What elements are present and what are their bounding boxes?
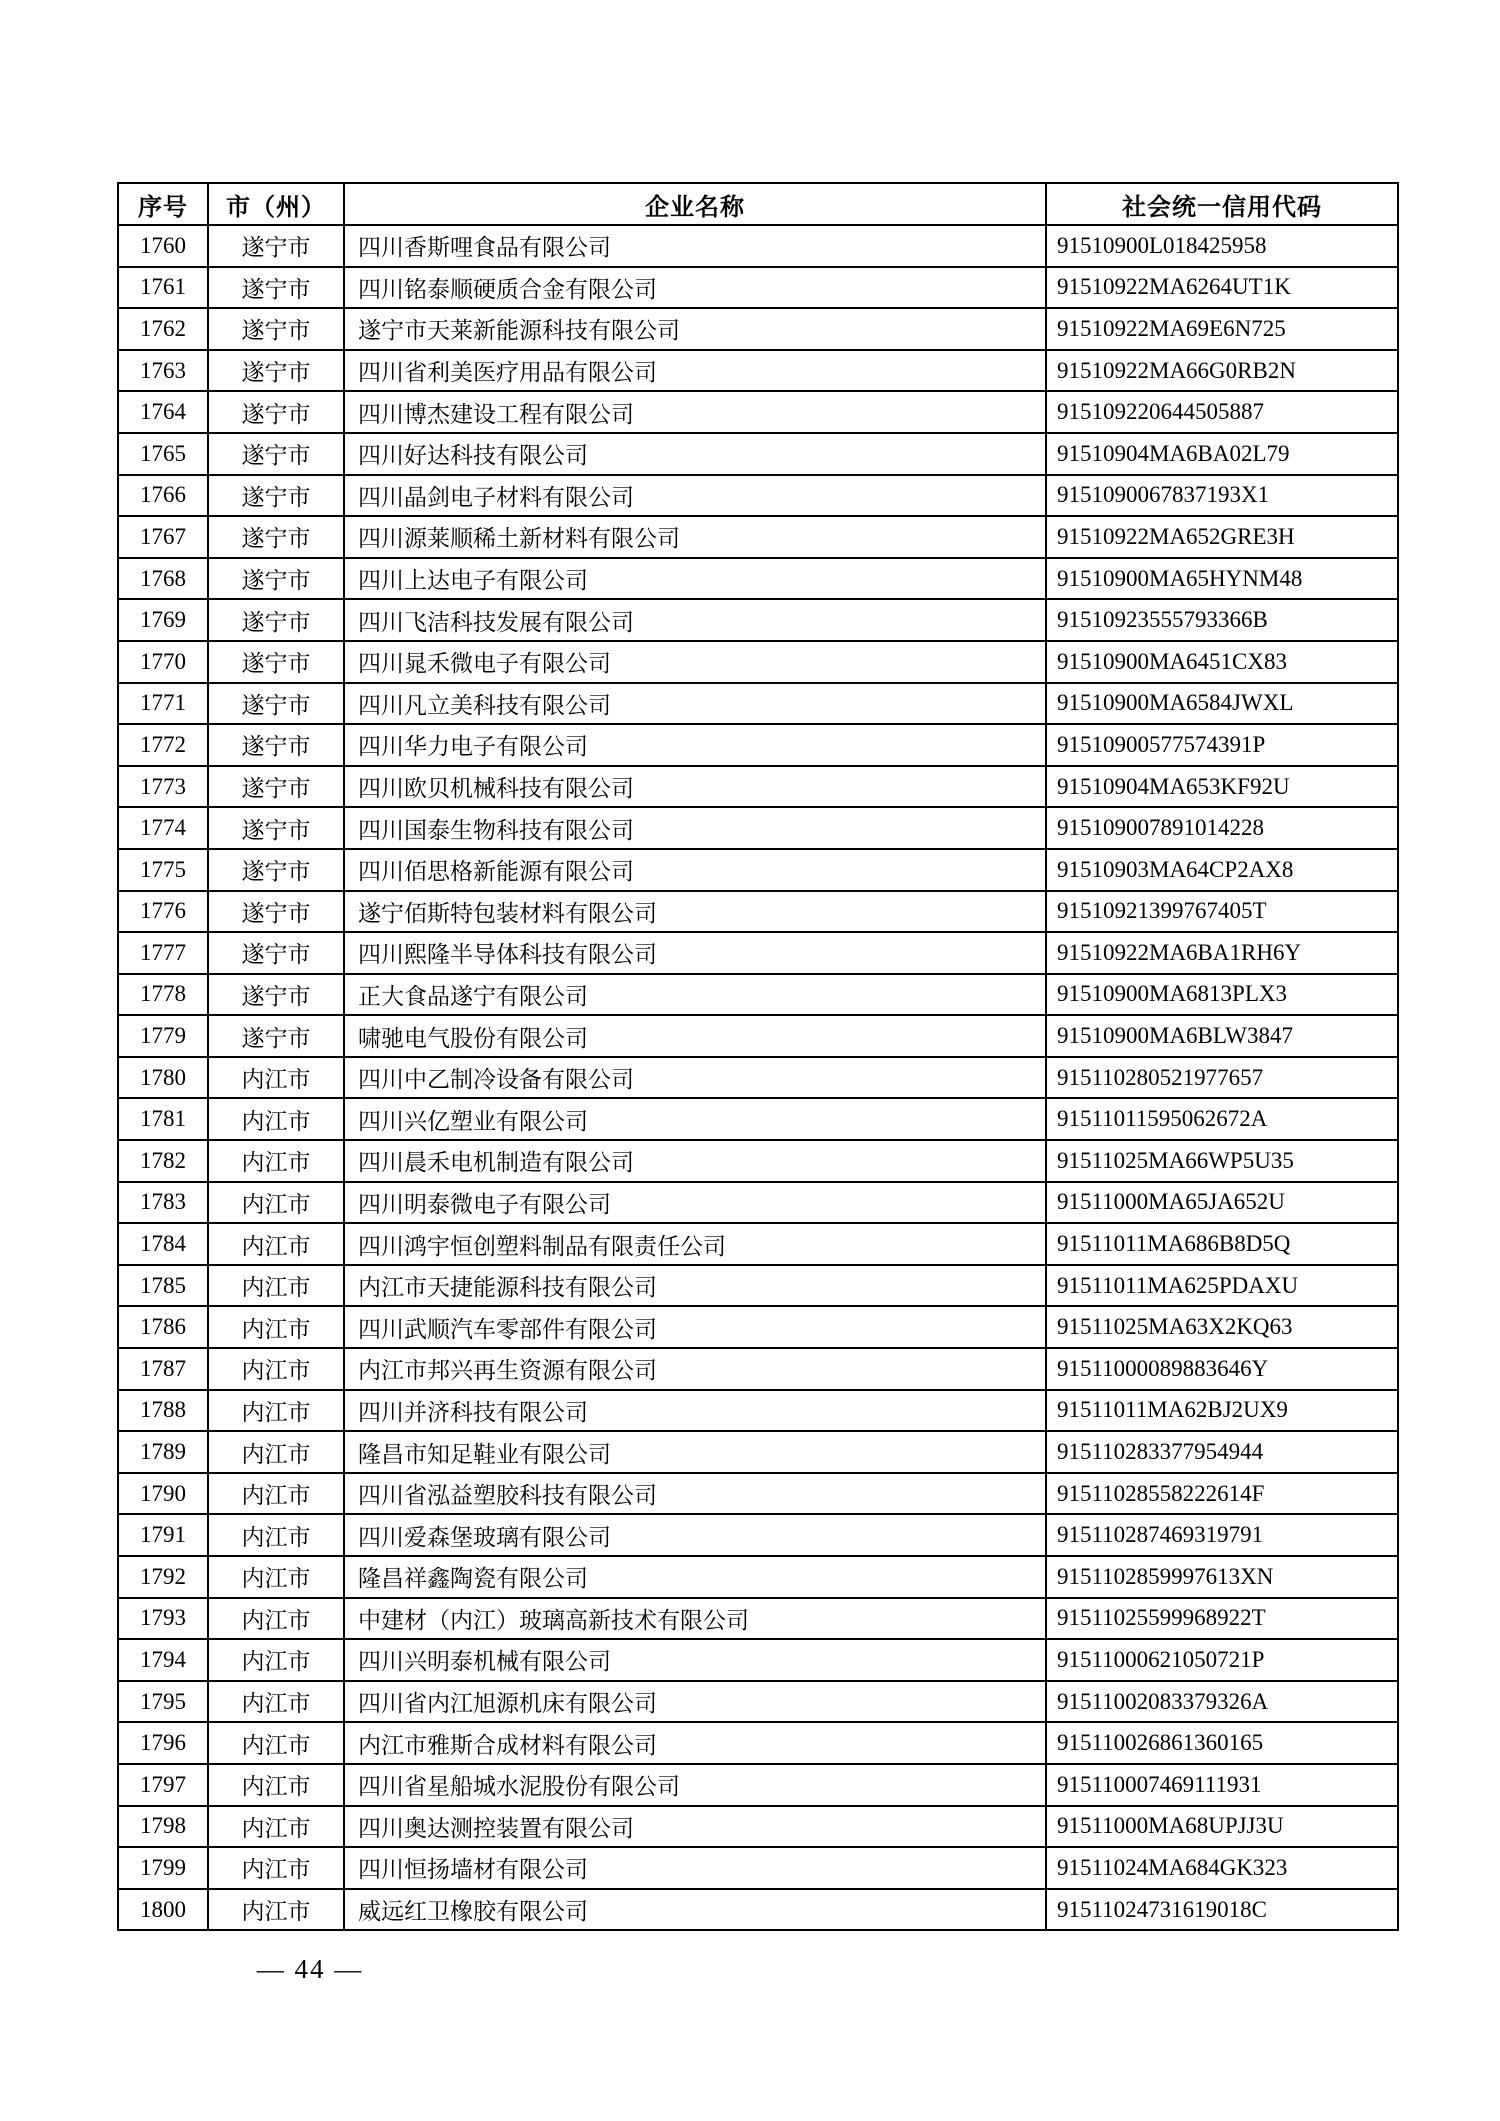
company-cell: 四川武顺汽车零部件有限公司: [344, 1306, 1046, 1348]
serial-cell: 1763: [118, 350, 208, 392]
serial-cell: 1760: [118, 225, 208, 267]
serial-cell: 1761: [118, 267, 208, 309]
table-row: [118, 1847, 1398, 1889]
serial-cell: 1795: [118, 1681, 208, 1723]
table-row: [118, 516, 1398, 558]
table-row: [118, 1015, 1398, 1057]
company-cell: 四川欧贝机械科技有限公司: [344, 766, 1046, 808]
company-cell: 四川中乙制冷设备有限公司: [344, 1057, 1046, 1099]
company-cell: 四川省内江旭源机床有限公司: [344, 1681, 1046, 1723]
credit-code-cell: 915110280521977657: [1046, 1057, 1398, 1099]
serial-cell: 1762: [118, 308, 208, 350]
table-row: [118, 849, 1398, 891]
city-cell: 内江市: [208, 1182, 344, 1224]
credit-code-cell: 91511025599968922T: [1046, 1598, 1398, 1640]
table-row: [118, 350, 1398, 392]
credit-code-cell: 91511000MA68UPJJ3U: [1046, 1806, 1398, 1848]
city-cell: 遂宁市: [208, 891, 344, 933]
column-header-city: 市（州）: [208, 183, 344, 225]
company-cell: 四川熙隆半导体科技有限公司: [344, 932, 1046, 974]
city-cell: 遂宁市: [208, 849, 344, 891]
table-row: [118, 724, 1398, 766]
serial-cell: 1781: [118, 1098, 208, 1140]
table-row: [118, 1098, 1398, 1140]
company-cell: 四川晨禾电机制造有限公司: [344, 1140, 1046, 1182]
city-cell: 内江市: [208, 1598, 344, 1640]
credit-code-cell: 91510923555793366B: [1046, 599, 1398, 641]
table-row: [118, 391, 1398, 433]
company-cell: 四川奥达测控装置有限公司: [344, 1806, 1046, 1848]
credit-code-cell: 91510900MA6BLW3847: [1046, 1015, 1398, 1057]
table-row: [118, 1598, 1398, 1640]
credit-code-cell: 91511011MA625PDAXU: [1046, 1265, 1398, 1307]
company-cell: 四川并济科技有限公司: [344, 1390, 1046, 1432]
city-cell: 内江市: [208, 1556, 344, 1598]
city-cell: 遂宁市: [208, 516, 344, 558]
company-cell: 四川恒扬墙材有限公司: [344, 1847, 1046, 1889]
table-row: [118, 1182, 1398, 1224]
serial-cell: 1782: [118, 1140, 208, 1182]
credit-code-cell: 91510922MA652GRE3H: [1046, 516, 1398, 558]
table-row: [118, 1556, 1398, 1598]
table-row: [118, 766, 1398, 808]
table-row: [118, 1306, 1398, 1348]
city-cell: 遂宁市: [208, 932, 344, 974]
company-cell: 四川博杰建设工程有限公司: [344, 391, 1046, 433]
credit-code-cell: 91511011MA686B8D5Q: [1046, 1223, 1398, 1265]
serial-cell: 1778: [118, 974, 208, 1016]
serial-cell: 1784: [118, 1223, 208, 1265]
serial-cell: 1772: [118, 724, 208, 766]
table-row: [118, 1514, 1398, 1556]
company-cell: 四川省泓益塑胶科技有限公司: [344, 1473, 1046, 1515]
company-cell: 四川凡立美科技有限公司: [344, 683, 1046, 725]
company-cell: 四川晶剑电子材料有限公司: [344, 475, 1046, 517]
city-cell: 遂宁市: [208, 1015, 344, 1057]
company-cell: 四川兴明泰机械有限公司: [344, 1639, 1046, 1681]
city-cell: 内江市: [208, 1265, 344, 1307]
table-row: [118, 1223, 1398, 1265]
company-cell: 四川爱森堡玻璃有限公司: [344, 1514, 1046, 1556]
table-row: [118, 1265, 1398, 1307]
company-cell: 正大食品遂宁有限公司: [344, 974, 1046, 1016]
city-cell: 遂宁市: [208, 308, 344, 350]
serial-cell: 1783: [118, 1182, 208, 1224]
table-row: [118, 974, 1398, 1016]
serial-cell: 1775: [118, 849, 208, 891]
city-cell: 遂宁市: [208, 683, 344, 725]
credit-code-cell: 91510900MA65HYNM48: [1046, 558, 1398, 600]
city-cell: 遂宁市: [208, 267, 344, 309]
table-row: [118, 932, 1398, 974]
serial-cell: 1766: [118, 475, 208, 517]
city-cell: 遂宁市: [208, 391, 344, 433]
serial-cell: 1769: [118, 599, 208, 641]
serial-cell: 1780: [118, 1057, 208, 1099]
company-cell: 四川鸿宇恒创塑料制品有限责任公司: [344, 1223, 1046, 1265]
credit-code-cell: 91510900MA6584JWXL: [1046, 683, 1398, 725]
table-row: [118, 1057, 1398, 1099]
city-cell: 遂宁市: [208, 558, 344, 600]
credit-code-cell: 91511000621050721P: [1046, 1639, 1398, 1681]
column-header-serial: 序号: [118, 183, 208, 225]
company-cell: 遂宁佰斯特包装材料有限公司: [344, 891, 1046, 933]
credit-code-cell: 9151090067837193X1: [1046, 475, 1398, 517]
credit-code-cell: 915110283377954944: [1046, 1431, 1398, 1473]
serial-cell: 1773: [118, 766, 208, 808]
city-cell: 遂宁市: [208, 433, 344, 475]
table-row: [118, 1681, 1398, 1723]
table-row: [118, 641, 1398, 683]
table-row: [118, 683, 1398, 725]
serial-cell: 1793: [118, 1598, 208, 1640]
table-row: [118, 558, 1398, 600]
company-cell: 中建材（内江）玻璃高新技术有限公司: [344, 1598, 1046, 1640]
credit-code-cell: 91510900MA6451CX83: [1046, 641, 1398, 683]
serial-cell: 1800: [118, 1889, 208, 1931]
credit-code-cell: 91511025MA63X2KQ63: [1046, 1306, 1398, 1348]
city-cell: 内江市: [208, 1140, 344, 1182]
company-cell: 四川香斯哩食品有限公司: [344, 225, 1046, 267]
table-row: [118, 599, 1398, 641]
company-cell: 四川上达电子有限公司: [344, 558, 1046, 600]
table-row: [118, 891, 1398, 933]
credit-code-cell: 91510900577574391P: [1046, 724, 1398, 766]
company-cell: 四川佰思格新能源有限公司: [344, 849, 1046, 891]
company-cell: 四川华力电子有限公司: [344, 724, 1046, 766]
serial-cell: 1791: [118, 1514, 208, 1556]
city-cell: 内江市: [208, 1889, 344, 1931]
credit-code-cell: 91510903MA64CP2AX8: [1046, 849, 1398, 891]
credit-code-cell: 91511000089883646Y: [1046, 1348, 1398, 1390]
company-cell: 四川晁禾微电子有限公司: [344, 641, 1046, 683]
table-row: [118, 225, 1398, 267]
credit-code-cell: 91510922MA6264UT1K: [1046, 267, 1398, 309]
company-cell: 啸驰电气股份有限公司: [344, 1015, 1046, 1057]
city-cell: 内江市: [208, 1431, 344, 1473]
company-cell: 内江市雅斯合成材料有限公司: [344, 1722, 1046, 1764]
city-cell: 遂宁市: [208, 724, 344, 766]
company-cell: 内江市天捷能源科技有限公司: [344, 1265, 1046, 1307]
city-cell: 内江市: [208, 1473, 344, 1515]
column-header-company: 企业名称: [344, 183, 1046, 225]
table-header-row: [118, 183, 1398, 225]
company-cell: 四川好达科技有限公司: [344, 433, 1046, 475]
table-row: [118, 1431, 1398, 1473]
serial-cell: 1794: [118, 1639, 208, 1681]
credit-code-cell: 91510904MA653KF92U: [1046, 766, 1398, 808]
serial-cell: 1767: [118, 516, 208, 558]
city-cell: 内江市: [208, 1764, 344, 1806]
city-cell: 内江市: [208, 1806, 344, 1848]
credit-code-cell: 91511011595062672A: [1046, 1098, 1398, 1140]
company-cell: 遂宁市天莱新能源科技有限公司: [344, 308, 1046, 350]
serial-cell: 1770: [118, 641, 208, 683]
credit-code-cell: 91510904MA6BA02L79: [1046, 433, 1398, 475]
credit-code-cell: 91510921399767405T: [1046, 891, 1398, 933]
company-cell: 四川省利美医疗用品有限公司: [344, 350, 1046, 392]
serial-cell: 1790: [118, 1473, 208, 1515]
credit-code-cell: 91510900L018425958: [1046, 225, 1398, 267]
serial-cell: 1771: [118, 683, 208, 725]
table-row: [118, 1889, 1398, 1931]
table-row: [118, 267, 1398, 309]
city-cell: 内江市: [208, 1390, 344, 1432]
serial-cell: 1792: [118, 1556, 208, 1598]
table-row: [118, 1722, 1398, 1764]
company-cell: 四川铭泰顺硬质合金有限公司: [344, 267, 1046, 309]
credit-code-cell: 91511011MA62BJ2UX9: [1046, 1390, 1398, 1432]
credit-code-cell: 91511024731619018C: [1046, 1889, 1398, 1931]
credit-code-cell: 91511024MA684GK323: [1046, 1847, 1398, 1889]
credit-code-cell: 91510922MA66G0RB2N: [1046, 350, 1398, 392]
company-cell: 四川源莱顺稀土新材料有限公司: [344, 516, 1046, 558]
table-row: [118, 475, 1398, 517]
city-cell: 遂宁市: [208, 475, 344, 517]
city-cell: 内江市: [208, 1057, 344, 1099]
credit-code-cell: 915109220644505887: [1046, 391, 1398, 433]
city-cell: 遂宁市: [208, 350, 344, 392]
table-row: [118, 433, 1398, 475]
table-row: [118, 1348, 1398, 1390]
table-row: [118, 1764, 1398, 1806]
table-row: [118, 1390, 1398, 1432]
serial-cell: 1764: [118, 391, 208, 433]
city-cell: 内江市: [208, 1639, 344, 1681]
company-cell: 内江市邦兴再生资源有限公司: [344, 1348, 1046, 1390]
serial-cell: 1776: [118, 891, 208, 933]
city-cell: 遂宁市: [208, 599, 344, 641]
credit-code-cell: 91511028558222614F: [1046, 1473, 1398, 1515]
serial-cell: 1798: [118, 1806, 208, 1848]
serial-cell: 1777: [118, 932, 208, 974]
credit-code-cell: 915110026861360165: [1046, 1722, 1398, 1764]
serial-cell: 1788: [118, 1390, 208, 1432]
city-cell: 遂宁市: [208, 974, 344, 1016]
table-row: [118, 1473, 1398, 1515]
company-table: [117, 182, 1399, 1931]
credit-code-cell: 91511025MA66WP5U35: [1046, 1140, 1398, 1182]
company-cell: 威远红卫橡胶有限公司: [344, 1889, 1046, 1931]
serial-cell: 1799: [118, 1847, 208, 1889]
serial-cell: 1796: [118, 1722, 208, 1764]
table-row: [118, 1806, 1398, 1848]
city-cell: 内江市: [208, 1847, 344, 1889]
city-cell: 内江市: [208, 1306, 344, 1348]
company-cell: 隆昌市知足鞋业有限公司: [344, 1431, 1046, 1473]
city-cell: 内江市: [208, 1681, 344, 1723]
table-row: [118, 1140, 1398, 1182]
serial-cell: 1797: [118, 1764, 208, 1806]
serial-cell: 1768: [118, 558, 208, 600]
credit-code-cell: 91511002083379326A: [1046, 1681, 1398, 1723]
serial-cell: 1787: [118, 1348, 208, 1390]
city-cell: 遂宁市: [208, 225, 344, 267]
city-cell: 遂宁市: [208, 641, 344, 683]
company-cell: 四川兴亿塑业有限公司: [344, 1098, 1046, 1140]
city-cell: 遂宁市: [208, 766, 344, 808]
table-row: [118, 1639, 1398, 1681]
city-cell: 遂宁市: [208, 807, 344, 849]
table-row: [118, 807, 1398, 849]
city-cell: 内江市: [208, 1514, 344, 1556]
credit-code-cell: 91510900MA6813PLX3: [1046, 974, 1398, 1016]
credit-code-cell: 9151102859997613XN: [1046, 1556, 1398, 1598]
company-cell: 四川省星船城水泥股份有限公司: [344, 1764, 1046, 1806]
serial-cell: 1774: [118, 807, 208, 849]
serial-cell: 1785: [118, 1265, 208, 1307]
serial-cell: 1786: [118, 1306, 208, 1348]
credit-code-cell: 91511000MA65JA652U: [1046, 1182, 1398, 1224]
page-number: — 44 —: [256, 1954, 364, 1984]
credit-code-cell: 91510922MA69E6N725: [1046, 308, 1398, 350]
serial-cell: 1789: [118, 1431, 208, 1473]
company-cell: 隆昌祥鑫陶瓷有限公司: [344, 1556, 1046, 1598]
company-cell: 四川飞洁科技发展有限公司: [344, 599, 1046, 641]
serial-cell: 1779: [118, 1015, 208, 1057]
city-cell: 内江市: [208, 1722, 344, 1764]
company-cell: 四川国泰生物科技有限公司: [344, 807, 1046, 849]
column-header-credit-code: 社会统一信用代码: [1046, 183, 1398, 225]
city-cell: 内江市: [208, 1098, 344, 1140]
table-row: [118, 308, 1398, 350]
credit-code-cell: 915110287469319791: [1046, 1514, 1398, 1556]
city-cell: 内江市: [208, 1348, 344, 1390]
company-cell: 四川明泰微电子有限公司: [344, 1182, 1046, 1224]
credit-code-cell: 915110007469111931: [1046, 1764, 1398, 1806]
city-cell: 内江市: [208, 1223, 344, 1265]
credit-code-cell: 915109007891014228: [1046, 807, 1398, 849]
serial-cell: 1765: [118, 433, 208, 475]
credit-code-cell: 91510922MA6BA1RH6Y: [1046, 932, 1398, 974]
